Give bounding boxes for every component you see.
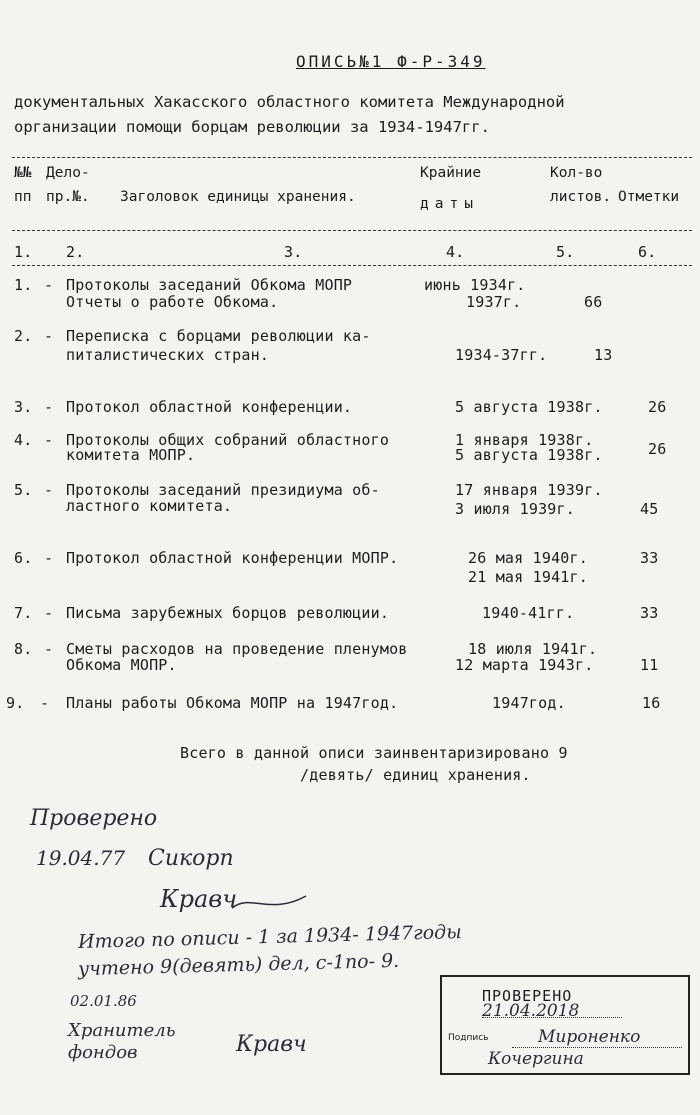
row-sheets: 33 [640,604,659,622]
signature-flourish-1 [230,888,310,918]
row-date-line1: 1947год. [492,694,566,712]
row-title-line1: Протоколы заседаний президиума об- [66,481,380,499]
row-date-line2: 1937г. [466,293,522,311]
row-number: 9. [6,694,25,712]
header-col4-line1: Крайние [420,165,482,181]
row-date-line2: 21 мая 1941г. [468,568,588,586]
column-number-6: 6. [638,243,657,261]
stamp-name-2: Кочергина [488,1049,584,1069]
verification-stamp [440,975,690,1075]
row-title-line1: Планы работы Обкома МОПР на 1947год. [66,694,399,712]
row-sheets: 13 [594,346,613,364]
header-col6: Отметки [618,189,680,205]
row-date-line1: 1 января 1938г. [455,431,594,449]
row-dash: - [44,481,54,499]
row-dash: - [44,276,54,294]
row-sheets: 26 [648,440,667,458]
row-title-line1: Протоколы заседаний Обкома МОПР [66,276,353,294]
handwritten-date: 02.01.86 [70,992,137,1010]
row-dash: - [44,327,54,345]
row-date-line1: 26 мая 1940г. [468,549,588,567]
row-date-line2: 3 июля 1939г. [455,500,575,518]
handwritten-total-line2: учтено 9(девять) дел, с-1по- 9. [77,949,400,981]
row-title-line1: Письма зарубежных борцов революции. [66,604,390,622]
header-rule-bottom [12,265,692,266]
row-dash: - [44,431,54,449]
row-date-line1: 1940-41гг. [482,604,575,622]
handwritten-checked: Проверено [30,806,158,831]
row-date-line1: июнь 1934г. [424,276,526,294]
row-title-line1: Переписка с борцами революции ка- [66,327,371,345]
header-col4-line2: даты [420,196,479,212]
column-number-3: 3. [284,243,303,261]
summary-line1: Всего в данной описи заинвентаризировано 9 [180,744,568,762]
row-number: 2. [14,327,33,345]
row-date-line1: 17 января 1939г. [455,481,603,499]
row-sheets: 16 [642,694,661,712]
stamp-sign-label: Подпись [448,1033,489,1043]
header-col1-line1: №№ [14,165,32,181]
header-rule-top [12,157,692,158]
handwritten-signature-1: Кравч [160,885,238,913]
header-col2-line1: Дело- [46,165,90,181]
document-subtitle-line2: организации помощи борцам революции за 1934-1947гг. [14,118,490,136]
document-title: ОПИСЬ№1 Ф-Р-349 [296,52,486,71]
row-number: 3. [14,398,33,416]
summary-line2: /девять/ единиц хранения. [300,766,531,784]
handwritten-checked-name: Сикорп [148,846,234,871]
column-number-5: 5. [556,243,575,261]
handwritten-total-line1: Итого по описи - 1 за 1934- 1947годы [77,920,462,954]
header-rule-middle [12,230,692,231]
document-subtitle-line1: документальных Хакасского областного комитета Международной [14,93,565,111]
stamp-name-1: Мироненко [538,1027,641,1047]
row-date-line2: 12 марта 1943г. [455,656,594,674]
header-col3: Заголовок единицы хранения. [120,189,356,205]
row-dash: - [40,694,50,712]
row-title-line1: Протокол областной конференции. [66,398,353,416]
header-col5-line2: листов. [550,189,612,205]
row-sheets: 45 [640,500,659,518]
row-number: 6. [14,549,33,567]
row-dash: - [44,604,54,622]
row-date-line2: 5 августа 1938г. [455,446,603,464]
row-title-line2: комитета МОПР. [66,446,196,464]
row-number: 5. [14,481,33,499]
row-date-line1: 18 июля 1941г. [468,640,598,658]
row-sheets: 11 [640,656,659,674]
header-col2-line2: пр.№. [46,189,90,205]
row-sheets: 26 [648,398,667,416]
stamp-date: 21.04.2018 [482,1001,580,1021]
row-dash: - [44,549,54,567]
column-number-1: 1. [14,243,33,261]
row-number: 4. [14,431,33,449]
handwritten-keeper-line1: Хранитель [68,1020,176,1041]
row-dash: - [44,398,54,416]
handwritten-signature-2: Кравч [236,1032,307,1057]
row-title-line2: питалистических стран. [66,346,270,364]
row-number: 8. [14,640,33,658]
column-number-4: 4. [446,243,465,261]
header-col1-line2: пп [14,189,32,205]
handwritten-checked-date: 19.04.77 [36,846,126,870]
row-number: 1. [14,276,33,294]
header-col5-line1: Кол-во [550,165,603,181]
handwritten-keeper-line2: фондов [68,1042,138,1063]
row-title-line2: Обкома МОПР. [66,656,177,674]
stamp-title: ПРОВЕРЕНО [482,987,573,1005]
row-title-line1: Сметы расходов на проведение пленумов [66,640,408,658]
row-dash: - [44,640,54,658]
row-title-line1: Протокол областной конференции МОПР. [66,549,399,567]
row-sheets: 33 [640,549,659,567]
column-number-2: 2. [66,243,85,261]
row-title-line2: ластного комитета. [66,497,233,515]
row-number: 7. [14,604,33,622]
stamp-sign-line [512,1047,682,1048]
row-sheets: 66 [584,293,603,311]
row-date-line1: 1934-37гг. [455,346,548,364]
row-title-line2: Отчеты о работе Обкома. [66,293,279,311]
row-date-line1: 5 августа 1938г. [455,398,603,416]
row-title-line1: Протоколы общих собраний областного [66,431,390,449]
